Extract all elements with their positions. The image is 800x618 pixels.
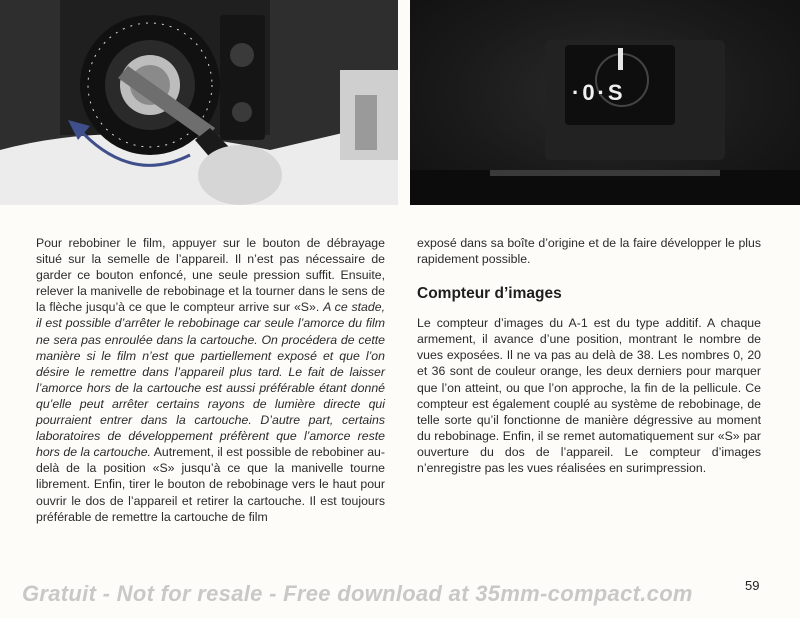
section-heading: Compteur d’images [417,285,562,303]
rewind-continuation: exposé dans sa boîte d’origine et de la faire développer le plus rapidement possible. [417,236,761,267]
page-number: 59 [745,578,760,593]
watermark: Gratuit - Not for resale - Free download at 35mm-compact.com [22,581,693,606]
right-text-column [417,235,761,476]
counter-window-label: ·0·S [572,80,626,105]
rewind-instructions [36,235,385,525]
rewind-crank-photo [0,0,398,205]
rewind-text-italic: A ce stade, il est possible d’arrêter le rebobinage car seule l’amorce du film ne sera pas enroulée dans la cartouche. On procédera de cette manière si le film n’est que partiellement exposé et que l’on désire le remettre dans l’appareil plus tard. Le fait de laisser l’amorce hors de la cartouche est aussi préférable étant donné qu’elle peut arrêter certains rayons de lumière directe qui pourraient entrer dans la cartouche. D’autre part, certains laboratoires de développement préfèrent que l’amorce reste hors de la cartouche. [36,300,385,460]
frame-counter-photo [410,0,800,205]
rewind-text-end: Autrement, il est possible de rebobiner au-delà de la position «S» jusqu’à ce que la manivelle tourne librement. Enfin, tirer le bouton de rebobinage vers le haut pour ouvrir le dos de l’appareil et retirer la cartouche. Il est toujours préférable de remettre la cartouche de film [36,445,385,524]
left-text-column [36,235,385,525]
rewind-text-intro: Pour rebobiner le film, appuyer sur le bouton de débrayage situé sur la semelle de l’appareil. Il n’est pas nécessaire de garder ce bouton enfoncé, une seule pression suffit. Ensuite, relever la manivelle de rebobinage et la tourner dans le sens de la flèche jusqu’à ce que le compteur arrive sur «S». [36,236,385,315]
frame-counter-description: Le compteur d’images du A-1 est du type additif. A chaque armement, il avance d’une position, montrant le nombre de vues exposées. Il ne va pas au delà de 38. Les nombres 0, 20 et 36 sont de couleur orange, les deux derniers pour marquer que l’on atteint, ou que l’on approche, la fin de la pellicule. Ce compteur est également couplé au système de rebobinage, de telle sorte qu’il fonctionne de manière dégressive au moment du rebobinage. Enfin, il se remet automatiquement sur «S» par ouverture du dos de l’appareil. Le compteur d’images n’enregistre pas les vues réalisées en surimpression. [417,316,761,476]
